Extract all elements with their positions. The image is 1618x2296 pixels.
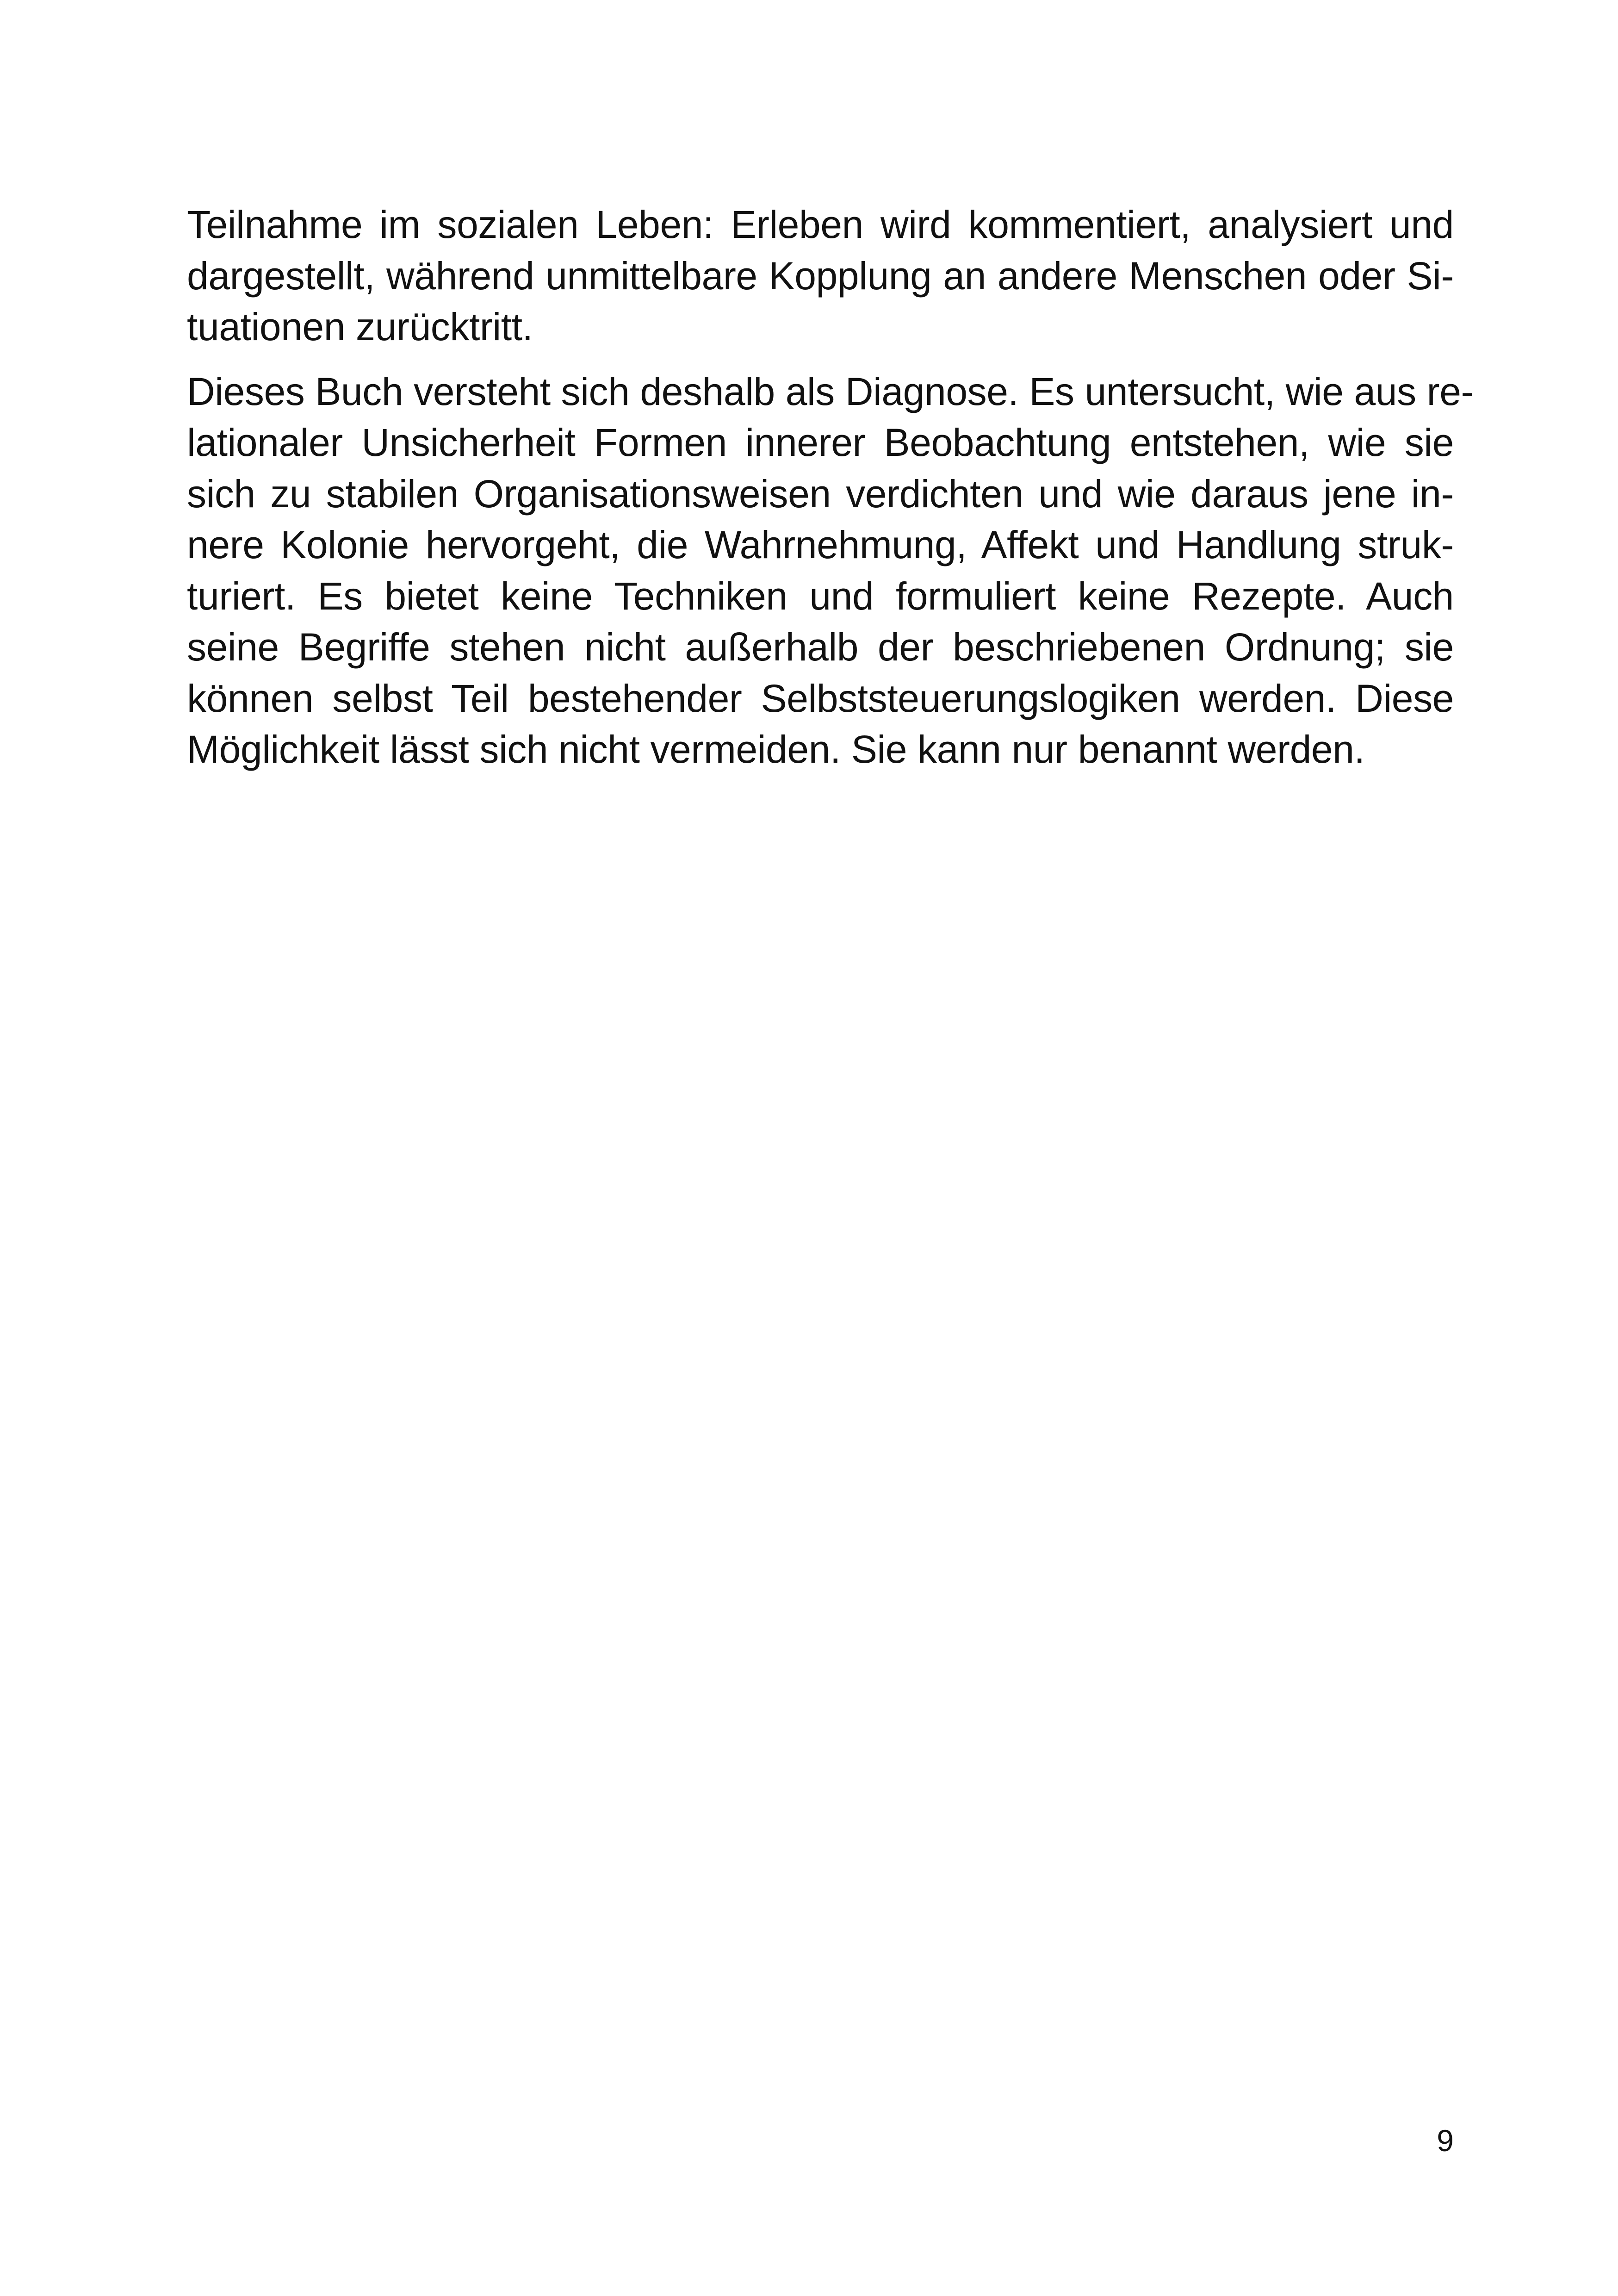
text-line: Teilnahme im sozialen Leben: Erleben wird kommentiert, analysiert und — [187, 203, 1454, 246]
paragraph-2 — [187, 366, 1474, 775]
text-line: Möglichkeit lässt sich nicht vermeiden. Sie kann nur benannt werden. — [187, 728, 1365, 771]
text-line: turiert. Es bietet keine Techniken und formuliert keine Rezepte. Auch — [187, 574, 1454, 618]
body-text — [187, 199, 1474, 775]
page-number: 9 — [1437, 2123, 1454, 2158]
text-line: tuationen zurücktritt. — [187, 305, 533, 348]
text-line: seine Begriffe stehen nicht außerhalb der beschriebenen Ordnung; sie — [187, 625, 1454, 669]
text-line: Dieses Buch versteht sich deshalb als Diagnose. Es untersucht, wie aus re- — [187, 369, 1474, 413]
text-line: lationaler Unsicherheit Formen innerer Beobachtung entstehen, wie sie — [187, 421, 1454, 464]
text-line: können selbst Teil bestehender Selbststeuerungslogiken werden. Diese — [187, 676, 1454, 720]
paragraph-1 — [187, 199, 1454, 353]
text-line: nere Kolonie hervorgeht, die Wahrnehmung, Affekt und Handlung struk- — [187, 523, 1454, 566]
text-line: dargestellt, während unmittelbare Kopplung an andere Menschen oder Si- — [187, 254, 1454, 298]
text-line: sich zu stabilen Organisationsweisen verdichten und wie daraus jene in- — [187, 472, 1454, 516]
